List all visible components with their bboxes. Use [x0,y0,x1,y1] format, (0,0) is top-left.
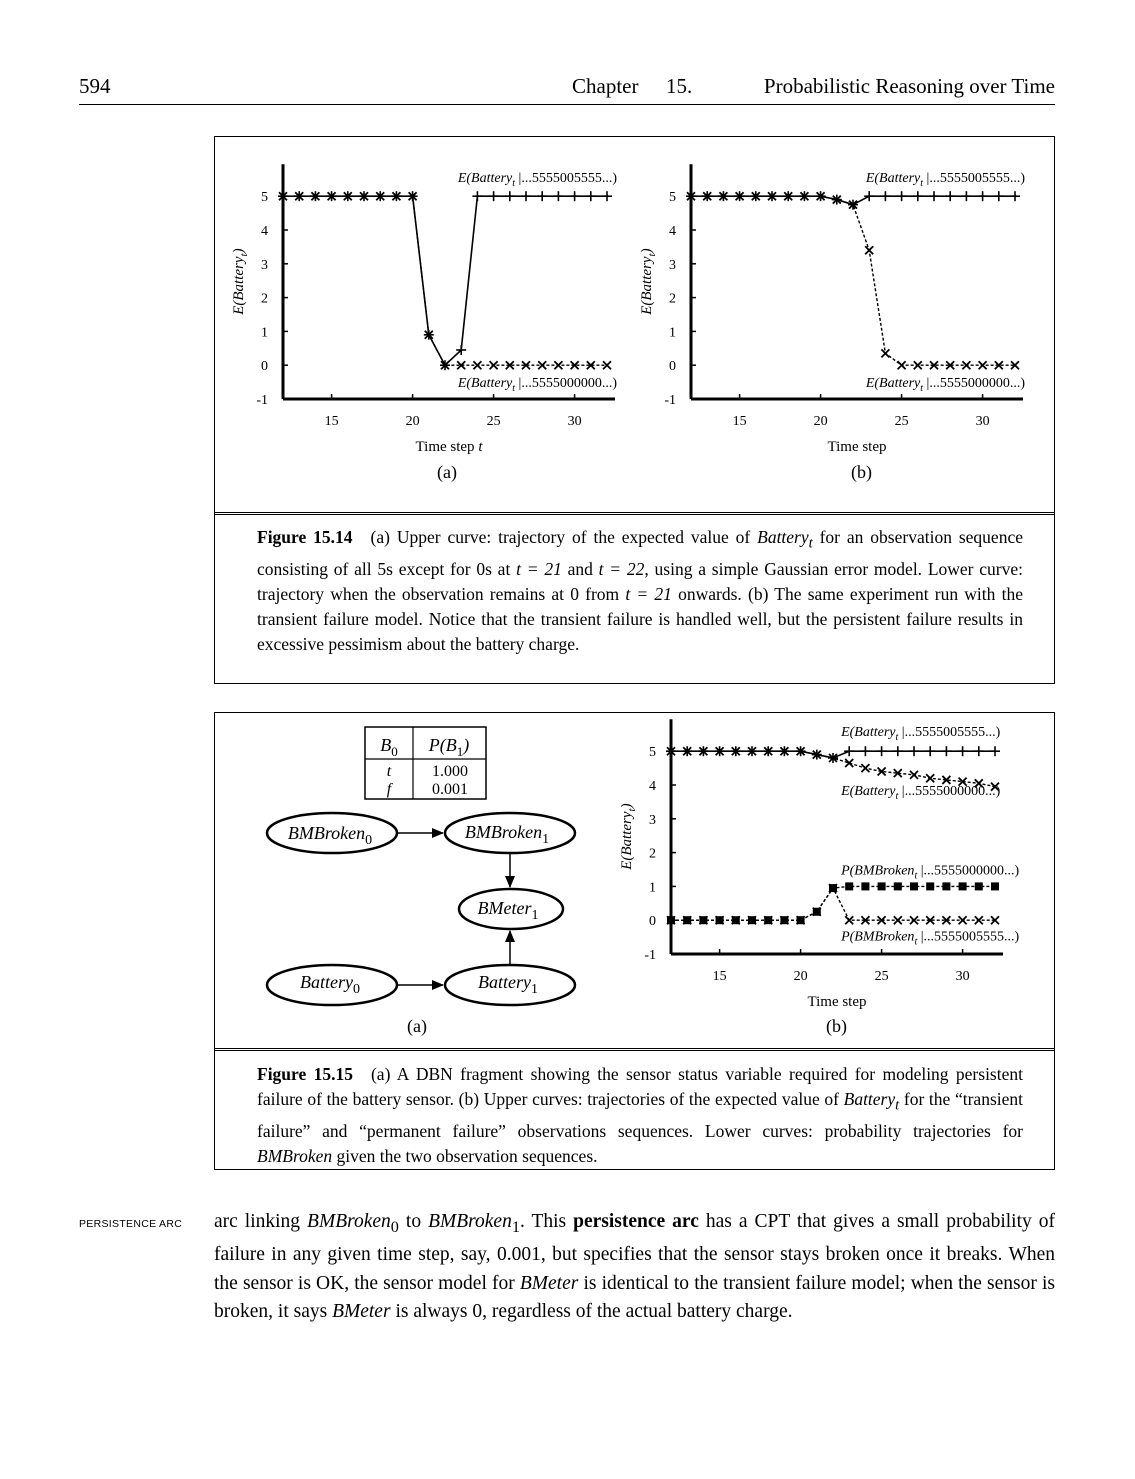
chapter-number: 15. [666,74,693,98]
data-point-upper [586,191,596,201]
node-bmeter-1 [459,889,563,929]
x-axis-label: Time step t [415,439,483,455]
cpt-table [365,727,486,799]
y-tick-label: 1 [669,325,676,341]
figure-15-15-divider [215,1048,1054,1051]
y-tick-label: 2 [261,291,268,307]
cpt-row-0-probability: 1.000 [432,763,468,780]
data-point-upper [602,191,612,201]
y-tick-label: 4 [649,779,656,794]
data-point-upper [570,191,580,201]
series-label-upper: E(Battery$_t$ |...5555005555...) [457,171,617,190]
x-tick-label: 30 [955,969,970,984]
node-battery-1 [445,965,575,1005]
data-point-upper [864,191,874,201]
data-point-upper [897,191,907,201]
data-point-upper [913,191,923,201]
node-bmbroken-0 [267,813,397,853]
x-tick-label: 15 [712,969,727,984]
y-tick-label: 5 [649,745,656,761]
y-tick-label: 3 [669,257,676,273]
data-point-upper [505,191,515,201]
y-axis-label: E(Battery$_t$) [639,248,658,315]
data-point-upper [945,191,955,201]
x-tick-label: 20 [405,414,420,429]
x-tick-label: 15 [324,414,339,429]
data-point-upper [880,191,890,201]
y-tick-label: 3 [261,257,268,273]
series-label-lower: E(Battery$_t$ |...5555000000...) [865,376,1025,395]
data-point-upper [489,191,499,201]
series-label-E_persistent: E(Battery$_t$ |...5555000000...) [841,784,1001,803]
x-tick-label: 30 [567,414,582,429]
figure-15-14-caption: Figure 15.14 (a) Upper curve: trajectory of the expected value of Battery$_t$ for an observation sequence consisting of all 5s except for 0s at t = 21 and t = 22, using a simple Gaussian error model. Lower curve: trajectory when the observation remains at 0 from t = 21 onwards. (b) The same experiment run with the transient failure model. Notice that the transient failure is handled well, but the persistent failure results in excessive pessimism about the battery charge. [257,527,1024,654]
body-paragraph: arc linking BMBroken$_0$ to BMBroken$_1$. This persistence arc has a CPT that gives a small probability of failure in any given time step, say, 0.001, but specifies that the sensor stays broken once it breaks. When the sensor is OK, the sensor model for BMeter is identical to the transient failure model; when the sensor is broken, it says BMeter is always 0, regardless of the actual battery charge. [214,1211,1056,1323]
x-tick-label: 30 [975,414,990,429]
node-bmbroken-1 [445,813,575,853]
svg-text:Battery1: Battery$_1$ [478,972,538,997]
caption-label: Figure 15.15 [257,1064,353,1084]
series-line-upper [283,196,607,365]
margin-note: PERSISTENCE ARC [79,1218,183,1230]
series-line-lower [691,196,1015,365]
x-tick-label: 20 [793,969,808,984]
x-tick-label: 25 [894,414,909,429]
svg-text:BMBroken1: BMBroken$_1$ [464,822,550,847]
y-tick-label: 0 [649,914,656,930]
y-tick-label: 5 [261,190,268,206]
y-tick-label: 0 [669,359,676,375]
x-axis-label: Time step [807,994,867,1010]
data-point-lower [979,361,987,369]
data-point-lower [554,361,562,369]
data-point-upper [929,191,939,201]
y-tick-label: -1 [256,393,268,408]
y-tick-label: 2 [649,846,656,862]
cpt-row-1-probability: 0.001 [432,781,468,798]
x-axis-label: Time step [827,439,887,455]
page-number: 594 [79,74,111,98]
data-point-upper [472,191,482,201]
series-label-E_transient: E(Battery$_t$ |...5555005555...) [841,724,1001,743]
data-point-lower [865,246,873,254]
data-point-upper [537,191,547,201]
cpt-col2-header: $P(B_1)$ [428,735,470,759]
svg-text:BMBroken0: BMBroken$_0$ [287,823,373,848]
series-label-lower: E(Battery$_t$ |...5555000000...) [457,376,617,395]
caption-label: Figure 15.14 [257,527,353,547]
data-point-lower [881,349,889,357]
y-tick-label: 0 [261,359,268,375]
y-tick-label: 4 [669,224,676,239]
y-tick-label: 4 [261,224,268,239]
data-point-lower [473,361,481,369]
y-tick-label: 3 [649,812,656,828]
data-point-upper [1010,191,1020,201]
data-point-lower [490,361,498,369]
y-axis-label: E(Battery$_t$) [619,803,638,870]
data-point-lower [898,361,906,369]
cpt-col1-header: $B_0$ [380,735,398,759]
figure-15-15-caption: Figure 15.15 (a) A DBN fragment showing the sensor status variable required for modeling persistent failure of the battery sensor. (b) Upper curves: trajectories of the expected value of Battery$_t$ for the “transient failure” and “permanent failure” observations sequences. Lower curves: probability trajectories for BMBroken given the two observation sequences. [257,1064,1023,1166]
dbn-diagram [214,712,614,1032]
svg-text:Battery0: Battery$_0$ [300,972,360,997]
chapter-title: Probabilistic Reasoning over Time [763,74,1055,98]
y-axis-label: E(Battery$_t$) [231,248,250,315]
series-label-P_persistent: P(BMBroken$_t$ |...5555000000...) [841,863,1020,882]
series-label-P_transient: P(BMBroken$_t$ |...5555005555...) [841,929,1020,948]
chapter-label: Chapter [572,74,639,98]
y-tick-label: -1 [644,948,656,963]
cpt-row-0-condition: t [386,763,392,780]
plot-15-14b [639,164,1025,455]
x-tick-label: 15 [732,414,747,429]
data-point-upper [553,191,563,201]
y-tick-label: 2 [669,291,676,307]
y-tick-label: -1 [664,393,676,408]
y-tick-label: 5 [669,190,676,206]
data-point-upper [521,191,531,201]
data-point-upper [961,191,971,201]
data-point-lower [914,361,922,369]
y-tick-label: 1 [261,325,268,341]
svg-text:BMeter1: BMeter$_1$ [477,898,539,923]
data-point-upper [978,191,988,201]
x-tick-label: 20 [813,414,828,429]
series-line-lower [283,196,607,365]
figure-15-14-panel-a-label: (a) [437,462,457,482]
x-tick-label: 25 [486,414,501,429]
data-point-upper [994,191,1004,201]
node-battery-0 [267,965,397,1005]
series-label-upper: E(Battery$_t$ |...5555005555...) [865,171,1025,190]
figure-15-15-panel-a-label: (a) [407,1016,427,1036]
cpt-row-1-condition: f [386,781,392,798]
figure-15-15-panel-b-label: (b) [826,1016,847,1036]
x-tick-label: 25 [874,969,889,984]
plot-15-14a [231,164,617,455]
y-tick-label: 1 [649,880,656,896]
figure-15-14-panel-b-label: (b) [851,462,872,482]
